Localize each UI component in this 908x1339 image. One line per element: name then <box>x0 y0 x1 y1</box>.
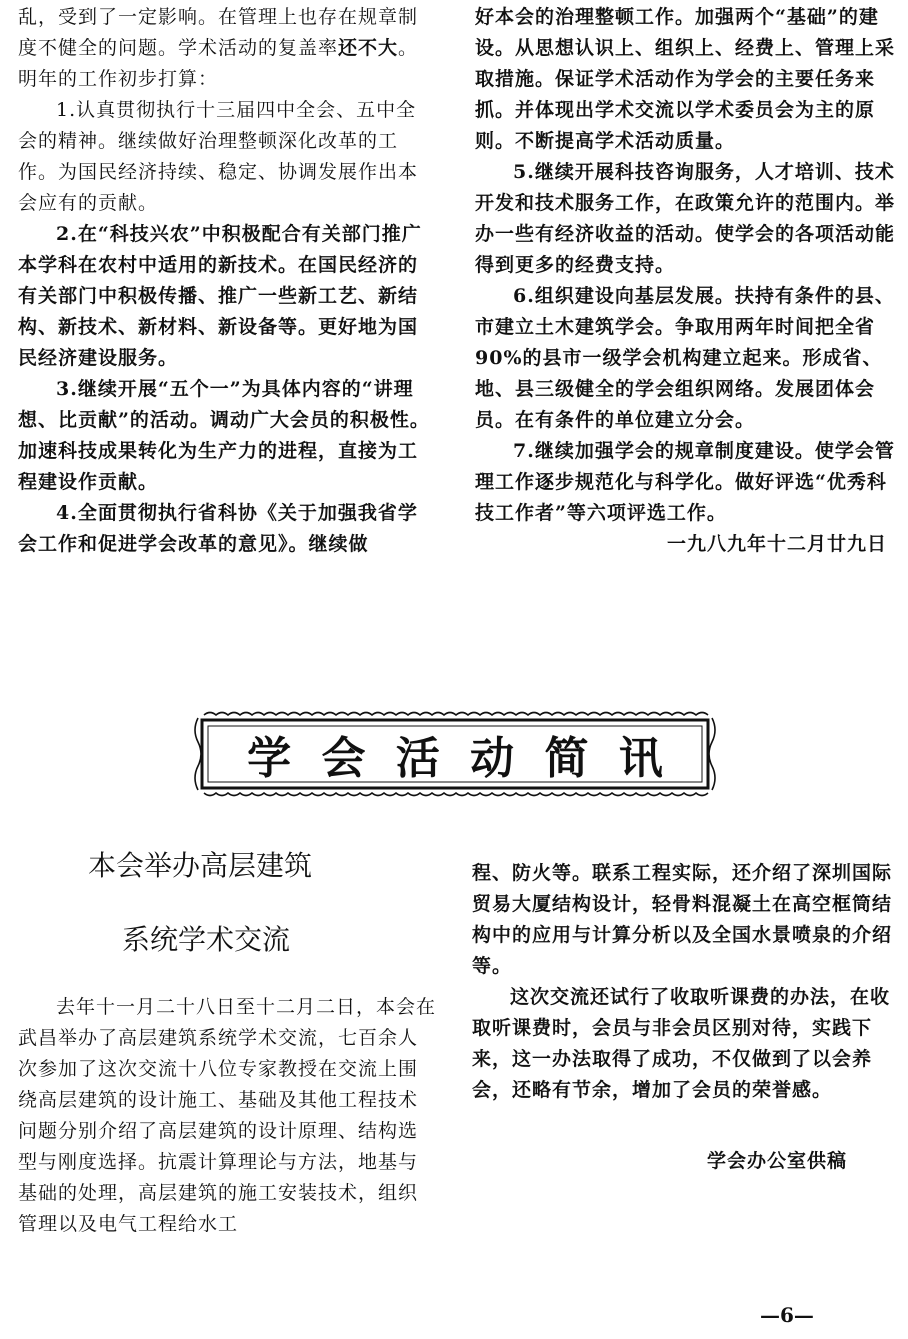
report-column-left <box>18 2 433 560</box>
report-item-2: 2.在“科技兴农”中积极配合有关部门推广本学科在农村中适用的新技术。在国民经济的有关部门中积极传播、推广一些新工艺、新结构、新技术、新材料、新设备等。更好地为国民经济建设服务。 <box>18 223 422 369</box>
report-item-4-start: 4.全面贯彻执行省科协《关于加强我省学会工作和促进学会改革的意见》。继续做 <box>18 502 418 555</box>
report-paragraph-0: 乱，受到了一定影响。在管理上也存在规章制度不健全的问题。学术活动的复盖率还不大。明年的工作初步打算： <box>18 6 419 90</box>
banner-char: 会 <box>321 733 366 784</box>
banner-char: 讯 <box>618 733 663 784</box>
report-item-4-cont: 好本会的治理整顿工作。加强两个“基础”的建设。从思想认识上、组织上、经费上、管理上采取措施。保证学术活动作为学会的主要任务来抓。并体现出学术交流以学术委员会为主的原则。不断提高学术活动质量。 <box>475 6 896 152</box>
report-item-7: 7.继续加强学会的规章制度建设。使学会管理工作逐步规范化与科学化。做好评选“优秀科技工作者”等六项评选工作。 <box>475 440 895 524</box>
banner-char: 简 <box>544 733 589 784</box>
banner-title <box>192 708 718 800</box>
report-date: 一九八九年十二月廿九日 <box>666 533 887 555</box>
article-title <box>60 850 400 998</box>
article-paragraph-2: 这次交流还试行了收取听课费的办法，在收取听课费时，会员与非会员区别对待，实践下来，这一办法取得了成功，不仅做到了以会养会，还略有节余，增加了会员的荣誉感。 <box>472 986 891 1101</box>
page-number: —6— <box>760 1303 814 1327</box>
banner-char: 动 <box>470 733 515 784</box>
report-item-5: 5.继续开展科技咨询服务，人才培训、技术开发和技术服务工作，在政策允许的范围内。举办一些有经济收益的活动。使学会的各项活动能得到更多的经费支持。 <box>475 161 896 276</box>
article-credit: 学会办公室供稿 <box>706 1150 847 1172</box>
report-item-6: 6.组织建设向基层发展。扶持有条件的县、市建立土木建筑学会。争取用两年时间把全省90%的县市一级学会机构建立起来。形成省、地、县三级健全的学会组织网络。发展团体会员。在有条件的单位建立分会。 <box>475 285 895 431</box>
article-column-right <box>472 858 895 1177</box>
article-paragraph-1-cont: 程、防火等。联系工程实际，还介绍了深圳国际贸易大厦结构设计，轻骨料混凝土在高空框筒结构中的应用与计算分析以及全国水景喷泉的介绍等。 <box>472 862 893 977</box>
report-column-right <box>475 2 895 560</box>
report-item-1: 1.认真贯彻执行十三届四中全会、五中全会的精神。继续做好治理整顿深化改革的工作。为国民经济持续、稳定、协调发展作出本会应有的贡献。 <box>18 99 419 214</box>
article-column-left <box>18 992 436 1240</box>
article-paragraph-1-start: 去年十一月二十八日至十二月二日，本会在武昌举办了高层建筑系统学术交流，七百余人次参加了这次交流十八位专家教授在交流上围绕高层建筑的设计施工、基础及其他工程技术问题分别介绍了高层建筑的设计原理、结构选型与刚度选择。抗震计算理论与方法，地基与基础的处理，高层建筑的施工安装技术，组织管理以及电气工程给水工 <box>18 996 437 1235</box>
banner-char: 活 <box>395 733 440 784</box>
article-title-line1: 本会举办高层建筑 <box>88 849 313 882</box>
banner-char: 学 <box>247 733 292 784</box>
section-banner <box>192 708 718 800</box>
report-item-3: 3.继续开展“五个一”为具体内容的“讲理想、比贡献”的活动。调动广大会员的积极性。加速科技成果转化为生产力的进程，直接为工程建设作贡献。 <box>18 378 430 493</box>
article-title-line2: 系统学术交流 <box>122 923 291 956</box>
